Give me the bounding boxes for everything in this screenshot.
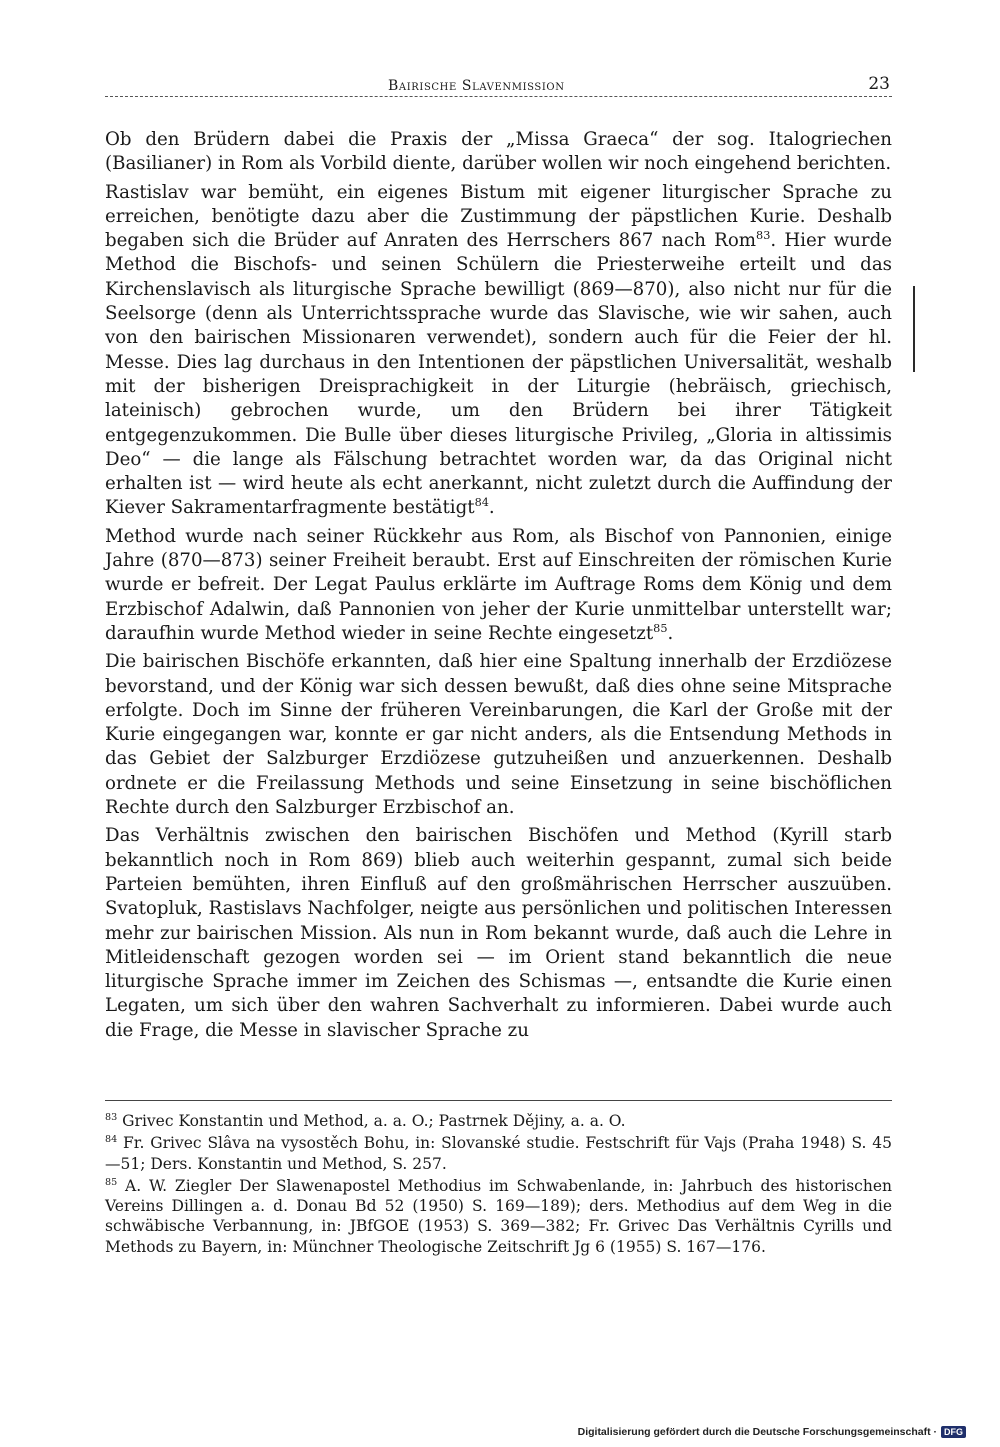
paragraph: [105, 525, 892, 646]
footnote-text: Fr. Grivec Slâva na vysostěch Bohu, in: Slovanské studie. Festschrift für Vajs (Praha 1948) S. 45—51; Ders. Konstantin und Method, S. 257.: [105, 1134, 892, 1173]
footnote-ref: 84: [474, 496, 489, 510]
digitization-credit: [578, 1426, 966, 1438]
footnote-text: A. W. Ziegler Der Slawenapostel Methodius im Schwabenlande, in: Jahrbuch des historischen Vereins Dillingen a. d. Donau Bd 52 (1950) S. 169—189); ders. Methodius auf dem Weg in die schwäbische Verbannung, in: JBfGOE (1953) S. 369—382; Fr. Grivec Das Verhältnis Cyrills und Methods zu Bayern, in: Münchner Theologische Zeitschrift Jg 6 (1955) S. 167—176.: [105, 1176, 892, 1256]
running-title: Bairische Slavenmission: [388, 78, 565, 94]
dfg-logo: DFG: [941, 1426, 966, 1438]
footnote-divider: [105, 1100, 892, 1101]
paragraph: Die bairischen Bischöfe erkannten, daß hier eine Spaltung innerhalb der Erzdiözese bevorstand, und der König war sich dessen bewußt, daß dies ohne seine Mitsprache erfolgte. Doch im Sinne der früheren Vereinbarungen, die Karl der Große mit der Kurie eingegangen war, konnte er gar nicht anders, als die Entsendung Methods in das Gebiet der Salzburger Erzdiözese gutzuheißen und anzuerkennen. Deshalb ordnete er die Freilassung Methods und seine Einsetzung in seine bischöflichen Rechte durch den Salzburger Erzbischof an.: [105, 651, 892, 819]
page-number: 23: [868, 74, 890, 94]
credit-text: Digitalisierung gefördert durch die Deutsche Forschungsgemeinschaft ·: [577, 1426, 937, 1438]
running-header: [105, 74, 892, 97]
main-text: [105, 128, 892, 1047]
paragraph: [105, 181, 892, 521]
footnote: [105, 1133, 892, 1174]
paragraph-text: Method wurde nach seiner Rückkehr aus Rom, als Bischof von Pannonien, einige Jahre (870—873) seiner Freiheit beraubt. Erst auf Einschreiten der römischen Kurie wurde er befreit. Der Legat Paulus erklärte im Auftrage Roms dem König und dem Erzbischof Adalwin, daß Pannonien von jeher der Kurie unmittelbar unterstellt war; daraufhin wurde Method wieder in seine Rechte eingesetzt: [105, 525, 892, 644]
footnote: [105, 1111, 892, 1131]
footnotes: [105, 1111, 892, 1259]
footnote-number: 85: [105, 1176, 118, 1188]
margin-mark: [913, 286, 915, 372]
footnote-ref: 83: [756, 229, 771, 243]
footnote-number: 84: [105, 1134, 118, 1146]
paragraph: Das Verhältnis zwischen den bairischen Bischöfen und Method (Kyrill starb bekanntlich noch in Rom 869) blieb auch weiterhin gespannt, zumal sich beide Parteien bemühten, ihren Einfluß auf den großmährischen Herrscher auszuüben. Svatopluk, Rastislavs Nachfolger, neigte aus persönlichen und politischen Interessen mehr zur bairischen Mission. Als nun in Rom bekannt wurde, daß auch die Lehre in Mitleidenschaft gezogen worden sei — im Orient stand bekanntlich die neue liturgische Sprache immer im Zeichen des Schismas —, entsandte die Kurie einen Legaten, um sich über den wahren Sachverhalt zu informieren. Dabei wurde auch die Frage, die Messe in slavischer Sprache zu: [105, 825, 892, 1041]
paragraph-text: Rastislav war bemüht, ein eigenes Bistum mit eigener liturgischer Sprache zu erreichen, benötigte dazu aber die Zustimmung der päpstlichen Kurie. Deshalb begaben sich die Brüder auf Anraten des Herrschers 867 nach Rom: [105, 181, 892, 252]
footnote: [105, 1176, 892, 1257]
footnote-text: Grivec Konstantin und Method, a. a. O.; Pastrnek Dějiny, a. a. O.: [122, 1112, 626, 1130]
footnote-number: 83: [105, 1111, 118, 1123]
paragraph-text: .: [667, 622, 674, 644]
paragraph: Ob den Brüdern dabei die Praxis der „Missa Graeca“ der sog. Italogriechen (Basilianer) in Rom als Vorbild diente, darüber wollen wir noch eingehend berichten.: [105, 129, 892, 175]
paragraph-text: . Hier wurde Method die Bischofs- und seinen Schülern die Priesterweihe erteilt und das Kirchenslavisch als liturgische Sprache bewilligt (869—870), also nicht nur für die Seelsorge (denn als Unterrichtssprache wurde das Slavische, wie wir sahen, auch von den bairischen Missionaren verwendet), sondern auch für die Feier der hl. Messe. Dies lag durchaus in den Intentionen der päpstlichen Universalität, weshalb mit der bisherigen Dreisprachigkeit in der Liturgie (hebräisch, griechisch, lateinisch) gebrochen wurde, um den Brüdern bei ihrer Tätigkeit entgegenzukommen. Die Bulle über dieses liturgische Privileg, „Gloria in altissimis Deo“ — die lange als Fälschung betrachtet worden war, da das Original nicht erhalten ist — wird heute als echt anerkannt, nicht zuletzt durch die Auffindung der Kiever Sakramentarfragmente bestätigt: [105, 230, 892, 519]
footnote-ref: 85: [653, 621, 668, 635]
paragraph-text: .: [488, 497, 495, 519]
